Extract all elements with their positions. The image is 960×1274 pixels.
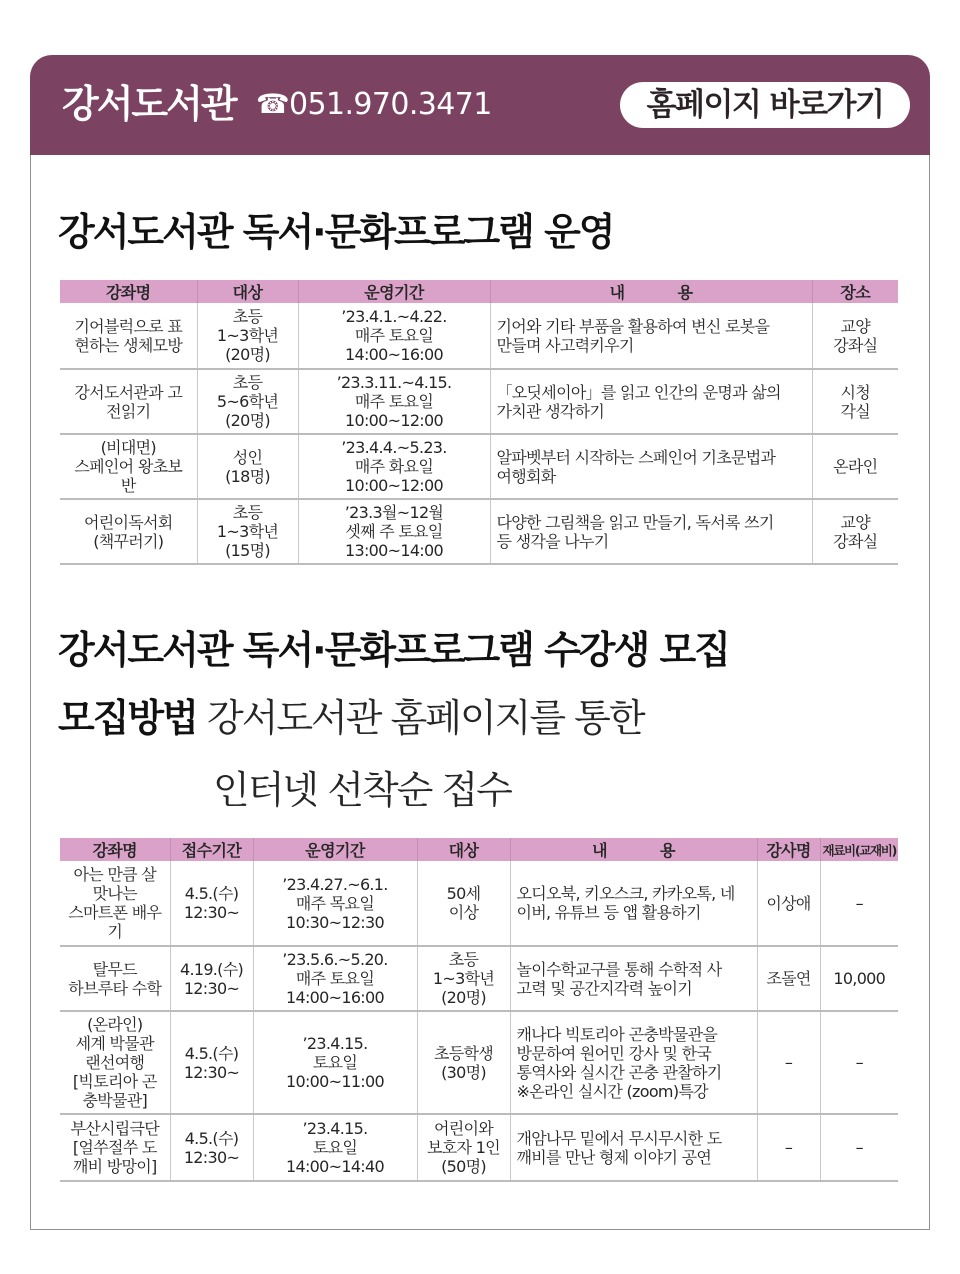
cell-fee: – bbox=[820, 861, 898, 946]
table-row bbox=[60, 1011, 898, 1114]
recruitment-method-text-line2: 인터넷 선착순 접수 bbox=[213, 768, 511, 812]
cell-course: 아는 만큼 살 맛나는 스마트폰 배우 기 bbox=[60, 861, 170, 946]
col-header-target: 대상 bbox=[197, 280, 298, 303]
col-header-course: 강좌명 bbox=[60, 280, 197, 303]
col-header-place: 장소 bbox=[812, 280, 898, 303]
cell-application: 4.5.(수) 12:30~ bbox=[170, 861, 253, 946]
recruitment-section-title: 강서도서관 독서·문화프로그램 수강생 모집 bbox=[58, 628, 729, 672]
cell-target: 초등 1~3학년 (15명) bbox=[197, 499, 298, 564]
cell-place: 교양 강좌실 bbox=[812, 499, 898, 564]
cell-period: ’23.3.11.~4.15. 매주 토요일 10:00~12:00 bbox=[298, 369, 490, 434]
recruitment-method-label: 모집방법 bbox=[58, 696, 197, 740]
cell-target: 초등 1~3학년 (20명) bbox=[197, 303, 298, 369]
homepage-button[interactable]: 홈페이지 바로가기 bbox=[620, 82, 910, 128]
cell-instructor: 이상애 bbox=[757, 861, 820, 946]
cell-content: 「오딧세이아」를 읽고 인간의 운명과 삶의 가치관 생각하기 bbox=[490, 369, 812, 434]
cell-period: ’23.3월~12월 셋째 주 토요일 13:00~14:00 bbox=[298, 499, 490, 564]
phone-number: 051.970.3471 bbox=[289, 87, 492, 122]
col-header-application: 접수기간 bbox=[170, 838, 253, 861]
cell-application: 4.5.(수) 12:30~ bbox=[170, 1011, 253, 1114]
library-name: 강서도서관 bbox=[62, 82, 236, 126]
cell-instructor: – bbox=[757, 1114, 820, 1181]
operation-table bbox=[60, 280, 898, 565]
cell-period: ’23.4.4.~5.23. 매주 화요일 10:00~12:00 bbox=[298, 434, 490, 499]
cell-content: 알파벳부터 시작하는 스페인어 기초문법과 여행회화 bbox=[490, 434, 812, 499]
cell-content: 다양한 그림책을 읽고 만들기, 독서록 쓰기 등 생각을 나누기 bbox=[490, 499, 812, 564]
cell-target: 어린이와 보호자 1인 (50명) bbox=[417, 1114, 510, 1181]
operation-table-head bbox=[60, 280, 898, 303]
cell-period: ’23.5.6.~5.20. 매주 토요일 14:00~16:00 bbox=[253, 946, 417, 1011]
cell-course: 어린이독서회 (책꾸러기) bbox=[60, 499, 197, 564]
recruitment-method bbox=[58, 693, 644, 743]
cell-course: (비대면) 스페인어 왕초보 반 bbox=[60, 434, 197, 499]
table-row bbox=[60, 303, 898, 369]
table-row bbox=[60, 369, 898, 434]
cell-content: 오디오북, 키오스크, 카카오톡, 네 이버, 유튜브 등 앱 활용하기 bbox=[510, 861, 757, 946]
cell-place: 온라인 bbox=[812, 434, 898, 499]
cell-course: 탈무드 하브루타 수학 bbox=[60, 946, 170, 1011]
cell-content: 개암나무 밑에서 무시무시한 도 깨비를 만난 형제 이야기 공연 bbox=[510, 1114, 757, 1181]
cell-fee: – bbox=[820, 1011, 898, 1114]
table-header-row bbox=[60, 280, 898, 303]
cell-instructor: 조돌연 bbox=[757, 946, 820, 1011]
cell-course: 부산시립극단 [얼쑤절쑤 도 깨비 방망이] bbox=[60, 1114, 170, 1181]
recruitment-table-body bbox=[60, 861, 898, 1181]
recruitment-table-head bbox=[60, 838, 898, 861]
cell-period: ’23.4.15. 토요일 10:00~11:00 bbox=[253, 1011, 417, 1114]
cell-fee: – bbox=[820, 1114, 898, 1181]
cell-course: 강서도서관과 고 전읽기 bbox=[60, 369, 197, 434]
recruitment-table bbox=[60, 838, 898, 1182]
cell-application: 4.5.(수) 12:30~ bbox=[170, 1114, 253, 1181]
col-header-target: 대상 bbox=[417, 838, 510, 861]
cell-target: 초등 1~3학년 (20명) bbox=[417, 946, 510, 1011]
col-header-period: 운영기간 bbox=[298, 280, 490, 303]
table-row bbox=[60, 861, 898, 946]
col-header-content: 내 용 bbox=[490, 280, 812, 303]
table-row bbox=[60, 1114, 898, 1181]
operation-section-title: 강서도서관 독서·문화프로그램 운영 bbox=[58, 210, 614, 254]
cell-course: (온라인) 세계 박물관 랜선여행 [빅토리아 곤 충박물관] bbox=[60, 1011, 170, 1114]
cell-target: 50세 이상 bbox=[417, 861, 510, 946]
cell-content: 캐나다 빅토리아 곤충박물관을 방문하여 원어민 강사 및 한국 통역사와 실시간 곤충 관찰하기 ※온라인 실시간 (zoom)특강 bbox=[510, 1011, 757, 1114]
col-header-course: 강좌명 bbox=[60, 838, 170, 861]
table-row bbox=[60, 946, 898, 1011]
recruitment-method-text: 강서도서관 홈페이지를 통한 bbox=[206, 696, 644, 740]
cell-instructor: – bbox=[757, 1011, 820, 1114]
cell-course: 기어블럭으로 표 현하는 생체모방 bbox=[60, 303, 197, 369]
phone-icon bbox=[256, 55, 290, 155]
cell-application: 4.19.(수) 12:30~ bbox=[170, 946, 253, 1011]
table-row bbox=[60, 499, 898, 564]
col-header-fee: 재료비(교재비) bbox=[820, 838, 898, 861]
col-header-content: 내 용 bbox=[510, 838, 757, 861]
cell-place: 시청 각실 bbox=[812, 369, 898, 434]
cell-fee: 10,000 bbox=[820, 946, 898, 1011]
table-header-row bbox=[60, 838, 898, 861]
col-header-instructor: 강사명 bbox=[757, 838, 820, 861]
library-header-bar bbox=[30, 55, 930, 155]
cell-period: ’23.4.27.~6.1. 매주 목요일 10:30~12:30 bbox=[253, 861, 417, 946]
cell-place: 교양 강좌실 bbox=[812, 303, 898, 369]
cell-period: ’23.4.15. 토요일 14:00~14:40 bbox=[253, 1114, 417, 1181]
col-header-period: 운영기간 bbox=[253, 838, 417, 861]
operation-table-body bbox=[60, 303, 898, 564]
cell-period: ’23.4.1.~4.22. 매주 토요일 14:00~16:00 bbox=[298, 303, 490, 369]
table-row bbox=[60, 434, 898, 499]
cell-target: 성인 (18명) bbox=[197, 434, 298, 499]
cell-content: 기어와 기타 부품을 활용하여 변신 로봇을 만들며 사고력키우기 bbox=[490, 303, 812, 369]
cell-target: 초등학생 (30명) bbox=[417, 1011, 510, 1114]
cell-target: 초등 5~6학년 (20명) bbox=[197, 369, 298, 434]
cell-content: 놀이수학교구를 통해 수학적 사 고력 및 공간지각력 높이기 bbox=[510, 946, 757, 1011]
